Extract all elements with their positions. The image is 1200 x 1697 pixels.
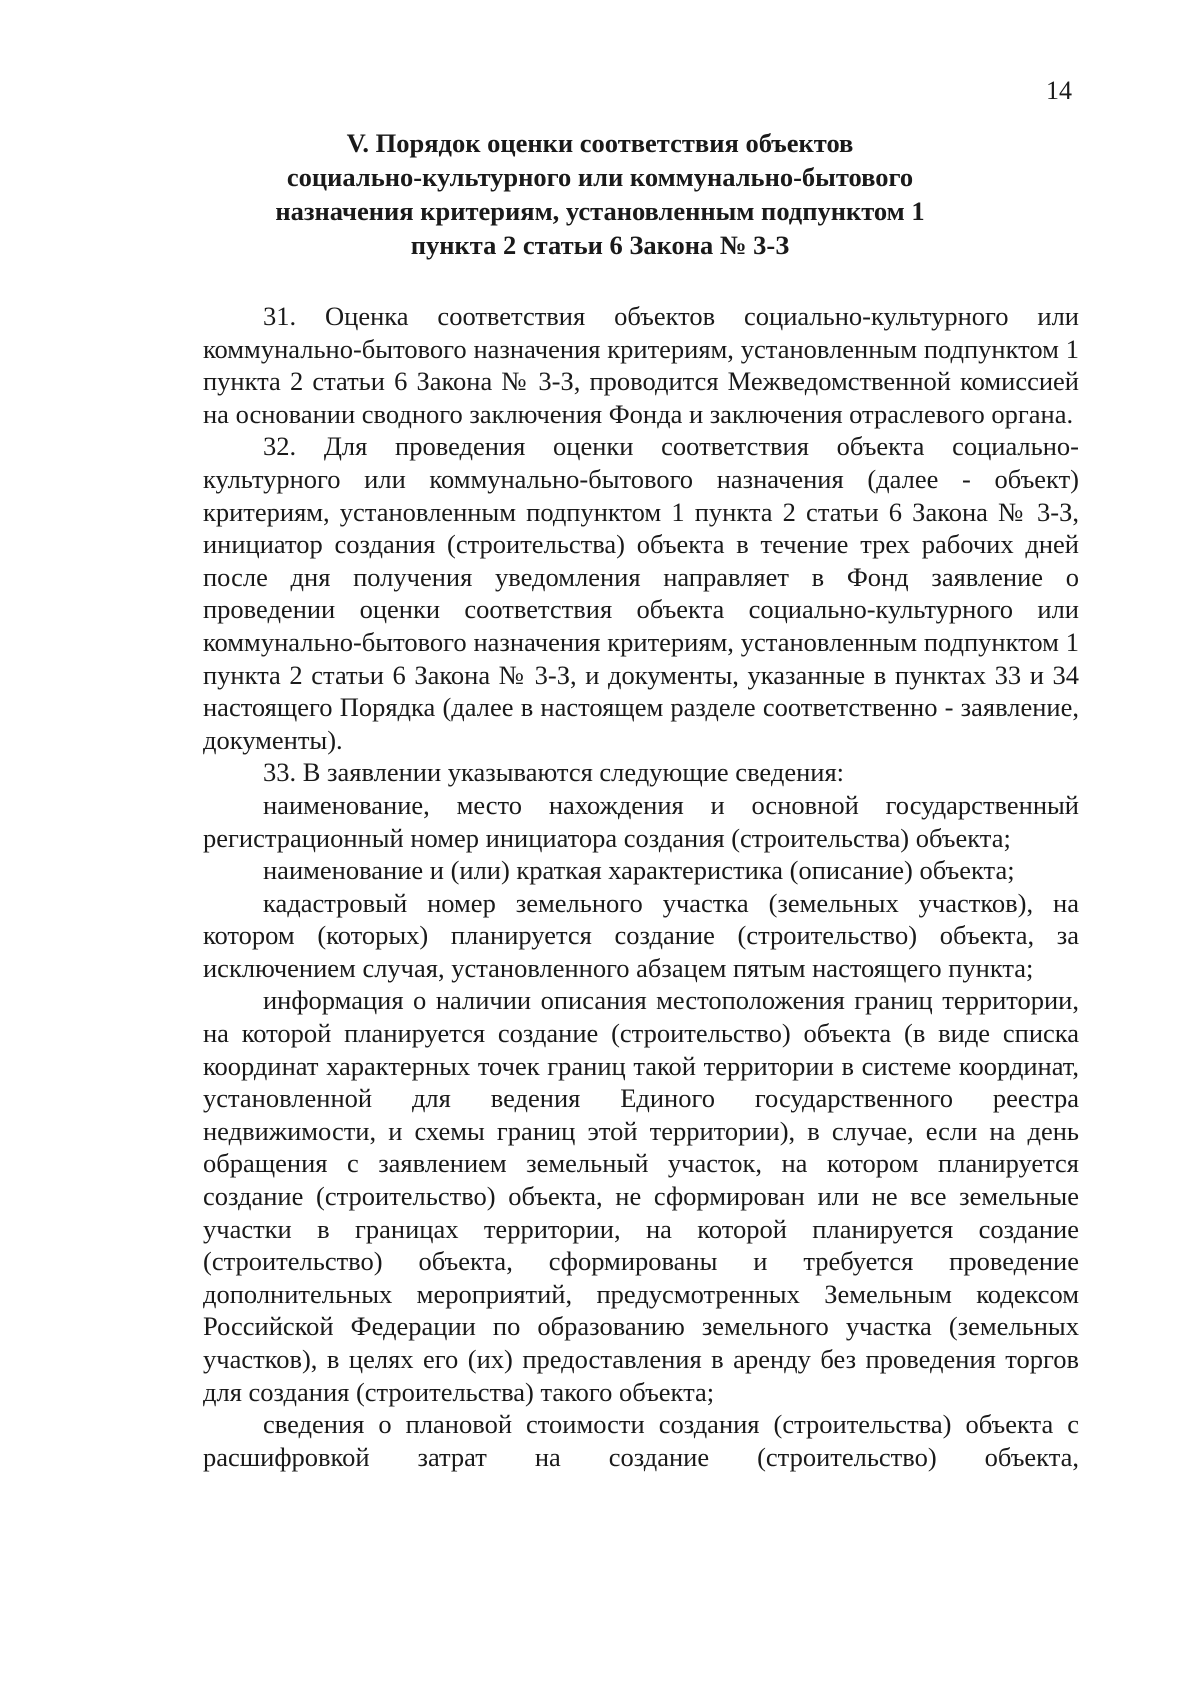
section-title	[200, 126, 1000, 262]
section-title-line: назначения критериям, установленным подпунктом 1	[275, 196, 925, 226]
page-number: 14	[1046, 76, 1072, 105]
section-title-line: V. Порядок оценки соответствия объектов	[346, 128, 854, 158]
section-title-line: социально-культурного или коммунально-бытового	[286, 162, 914, 192]
paragraph-33-item-cadastral: кадастровый номер земельного участка (земельных участков), на котором (которых) планируется создание (строительство) объекта, за исключением случая, установленного абзацем пятым настоящего пункта;	[203, 887, 1079, 983]
paragraph-33-intro: 33. В заявлении указываются следующие сведения:	[263, 757, 844, 788]
paragraph-33-item-name: наименование, место нахождения и основной государственный регистрационный номер инициатора создания (строительства) объекта;	[203, 789, 1079, 853]
paragraph-32: 32. Для проведения оценки соответствия объекта социально-культурного или коммунально-бытового назначения (далее - объект) критериям, установленным подпунктом 1 пункта 2 статьи 6 Закона № 3-З, инициатор создания (строительства) объекта в течение трех рабочих дней после дня получения уведомления направляет в Фонд заявление о проведении оценки соответствия объекта социально-культурного или коммунально-бытового назначения критериям, установленным подпунктом 1 пункта 2 статьи 6 Закона № 3-З, и документы, указанные в пунктах 33 и 34 настоящего Порядка (далее в настоящем разделе соответственно - заявление, документы).	[203, 431, 1079, 755]
paragraph-33-item-description: наименование и (или) краткая характеристика (описание) объекта;	[263, 855, 1015, 886]
paragraph-33-item-cost: сведения о плановой стоимости создания (строительства) объекта с расшифровкой затрат на создание (строительство) объекта,	[203, 1409, 1079, 1472]
section-title-line: пункта 2 статьи 6 Закона № 3-З	[410, 230, 790, 260]
paragraph-31: 31. Оценка соответствия объектов социально-культурного или коммунально-бытового назначения критериям, установленным подпунктом 1 пункта 2 статьи 6 Закона № 3-З, проводится Межведомственной комиссией на основании сводного заключения Фонда и заключения отраслевого органа.	[203, 301, 1079, 429]
paragraph-33-item-territory: информация о наличии описания местоположения границ территории, на которой планируется создание (строительство) объекта (в виде списка координат характерных точек границ такой территории в системе координат, установленной для ведения Единого государственного реестра недвижимости, и схемы границ этой территории), в случае, если на день обращения с заявлением земельный участок, на котором планируется создание (строительство) объекта, не сформирован или не все земельные участки в границах территории, на которой планируется создание (строительство) объекта, сформированы и требуется проведение дополнительных мероприятий, предусмотренных Земельным кодексом Российской Федерации по образованию земельного участка (земельных участков), в целях его (их) предоставления в аренду без проведения торгов для создания (строительства) такого объекта;	[203, 985, 1079, 1407]
document-body	[203, 300, 1079, 1473]
